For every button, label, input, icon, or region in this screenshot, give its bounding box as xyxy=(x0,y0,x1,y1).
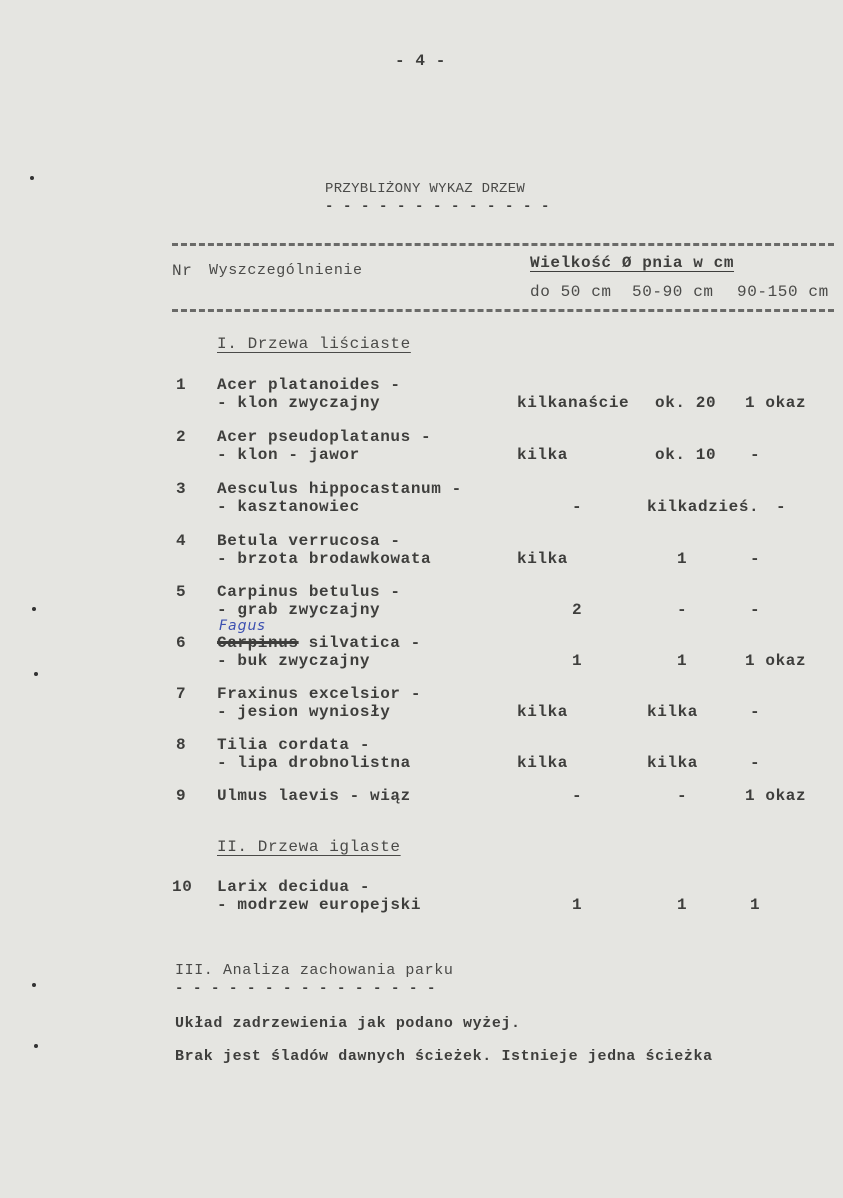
section-deciduous: I. Drzewa liściaste xyxy=(217,335,411,353)
cell-c3: 1 xyxy=(750,896,761,914)
row-polish-name: - lipa drobnolistna xyxy=(217,754,411,772)
row-latin-name: Acer pseudoplatanus - xyxy=(217,428,432,446)
cell-c2: kilka xyxy=(647,754,699,772)
margin-mark xyxy=(34,1044,38,1048)
cell-c2: 1 xyxy=(677,896,688,914)
row-number: 5 xyxy=(176,583,187,601)
cell-c3: - xyxy=(776,498,787,516)
row-latin-name: Aesculus hippocastanum - xyxy=(217,480,462,498)
cell-c2: - xyxy=(677,787,688,805)
cell-c1: kilkanaście xyxy=(517,394,630,412)
margin-mark xyxy=(34,672,38,676)
row-number: 1 xyxy=(176,376,187,394)
cell-c1: 1 xyxy=(572,896,583,914)
section3-underline: - - - - - - - - - - - - - - - xyxy=(175,981,437,997)
row-polish-name: - klon - jawor xyxy=(217,446,360,464)
row-latin-name: Acer platanoides - xyxy=(217,376,401,394)
margin-mark xyxy=(32,607,36,611)
row-polish-name: - klon zwyczajny xyxy=(217,394,381,412)
row-polish-name: - grab zwyczajny xyxy=(217,601,381,619)
header-size-group: Wielkość Ø pnia w cm xyxy=(530,254,735,272)
header-col3: 90-150 cm xyxy=(737,283,829,301)
header-name: Wyszczególnienie xyxy=(209,262,363,279)
row-number: 6 xyxy=(176,634,187,652)
cell-c2: 1 xyxy=(677,652,688,670)
table-header-rule xyxy=(172,309,834,312)
header-col2: 50-90 cm xyxy=(632,283,714,301)
row-number: 9 xyxy=(176,787,187,805)
row-latin-name: Ulmus laevis - wiąz xyxy=(217,787,411,805)
row-number: 3 xyxy=(176,480,187,498)
margin-mark xyxy=(30,176,34,180)
cell-c3: - xyxy=(750,550,761,568)
row-polish-name: - buk zwyczajny xyxy=(217,652,371,670)
margin-mark xyxy=(32,983,36,987)
row-polish-name: - brzota brodawkowata xyxy=(217,550,432,568)
cell-c3: 1 okaz xyxy=(745,394,807,412)
row-latin-name: Betula verrucosa - xyxy=(217,532,401,550)
cell-c1: - xyxy=(572,498,583,516)
cell-c2: ok. 20 xyxy=(655,394,717,412)
cell-c3: 1 okaz xyxy=(745,652,807,670)
row-polish-name: - kasztanowiec xyxy=(217,498,360,516)
body-line-2: Brak jest śladów dawnych ścieżek. Istnieje jedna ścieżka xyxy=(175,1048,713,1065)
row-number: 10 xyxy=(172,878,193,896)
row-number: 2 xyxy=(176,428,187,446)
row-number: 7 xyxy=(176,685,187,703)
row-latin-name: silvatica - xyxy=(308,634,421,652)
cell-c1: - xyxy=(572,787,583,805)
cell-c1: kilka xyxy=(517,446,569,464)
cell-c2: ok. 10 xyxy=(655,446,717,464)
row-latin-name: Tilia cordata - xyxy=(217,736,371,754)
handwritten-correction: Fagus xyxy=(219,618,266,634)
title-underline: - - - - - - - - - - - - - xyxy=(325,199,551,215)
body-line-1: Układ zadrzewienia jak podano wyżej. xyxy=(175,1015,521,1032)
cell-c1: 1 xyxy=(572,652,583,670)
cell-c3: 1 okaz xyxy=(745,787,807,805)
row-polish-name: - jesion wyniosły xyxy=(217,703,391,721)
cell-c1: kilka xyxy=(517,754,569,772)
row-latin-name: Fraxinus excelsior - xyxy=(217,685,422,703)
row-latin-name: Carpinus betulus - xyxy=(217,583,401,601)
row-polish-name: - modrzew europejski xyxy=(217,896,422,914)
struck-text: Carpinus xyxy=(217,634,299,652)
cell-c1: kilka xyxy=(517,703,569,721)
cell-c2: 1 xyxy=(677,550,688,568)
cell-c1: kilka xyxy=(517,550,569,568)
section3-heading: III. Analiza zachowania parku xyxy=(175,962,454,979)
row-latin-name: Larix decidua - xyxy=(217,878,371,896)
cell-c2: kilka xyxy=(647,703,699,721)
header-col1: do 50 cm xyxy=(530,283,612,301)
row-number: 8 xyxy=(176,736,187,754)
section-coniferous: II. Drzewa iglaste xyxy=(217,838,401,856)
cell-c3: - xyxy=(750,601,761,619)
page-number: - 4 - xyxy=(395,52,447,70)
cell-c2: - xyxy=(677,601,688,619)
cell-c1: 2 xyxy=(572,601,583,619)
cell-c3: - xyxy=(750,754,761,772)
table-top-rule xyxy=(172,243,834,246)
cell-c2: kilkadzieś. xyxy=(647,498,760,516)
row-number: 4 xyxy=(176,532,187,550)
cell-c3: - xyxy=(750,703,761,721)
header-nr: Nr xyxy=(172,262,193,280)
document-title: PRZYBLIŻONY WYKAZ DRZEW xyxy=(325,181,526,197)
cell-c3: - xyxy=(750,446,761,464)
